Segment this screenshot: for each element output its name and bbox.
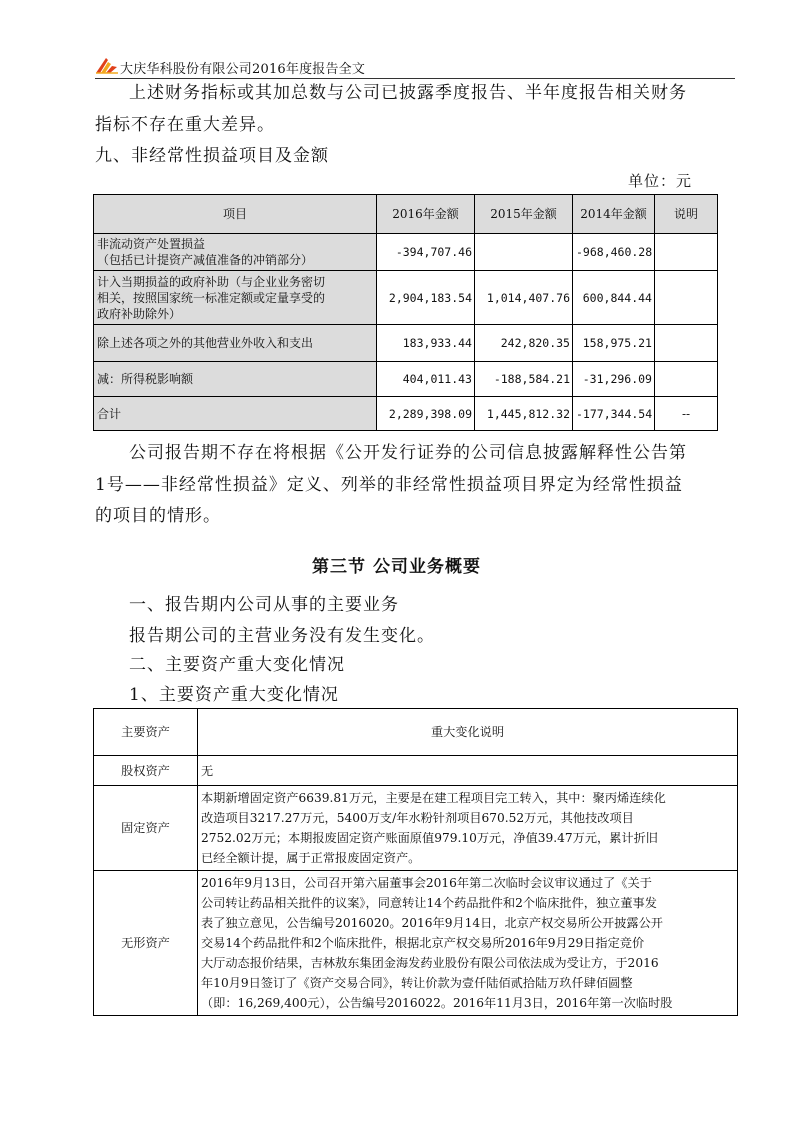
asset-label: 固定资产 bbox=[94, 786, 198, 871]
section-heading: 九、非经常性损益项目及金额 bbox=[95, 146, 329, 166]
description-line: 表了独立意见，公告编号2016020。2016年9月14日，北京产权交易所公开披露公开 bbox=[201, 916, 663, 930]
description-line: 无 bbox=[201, 763, 214, 778]
paragraph-line: 1号——非经常性损益》定义、列举的非经常性损益项目界定为经常性损益 bbox=[95, 475, 683, 495]
value-cell: -188,584.21 bbox=[475, 362, 573, 397]
header-cell: 重大变化说明 bbox=[198, 709, 738, 756]
item-text: 计入当期损益的政府补助（与企业业务密切 bbox=[97, 274, 326, 289]
asset-description bbox=[198, 786, 738, 871]
table-row bbox=[94, 271, 718, 325]
unit-label: 单位：元 bbox=[628, 172, 693, 190]
asset-description bbox=[198, 871, 738, 1016]
note-cell bbox=[655, 271, 718, 325]
description-line: （即：16,269,400元），公告编号2016022。2016年11月3日，2016年第一次临时股 bbox=[201, 996, 673, 1010]
table-row bbox=[94, 786, 738, 871]
asset-description bbox=[198, 756, 738, 786]
item-text: 非流动资产处置损益 bbox=[97, 237, 206, 251]
header-cell: 项目 bbox=[94, 195, 377, 234]
header-title: 大庆华科股份有限公司2016年度报告全文 bbox=[120, 62, 366, 77]
value-cell: -31,296.09 bbox=[573, 362, 655, 397]
paragraph-line: 指标不存在重大差异。 bbox=[95, 115, 275, 135]
note-cell bbox=[655, 362, 718, 397]
item-text: （包括已计提资产减值准备的冲销部分） bbox=[97, 253, 314, 267]
note-cell bbox=[655, 234, 718, 271]
value-cell: 2,289,398.09 bbox=[377, 397, 475, 431]
value-cell: -177,344.54 bbox=[573, 397, 655, 431]
value-cell: 600,844.44 bbox=[573, 271, 655, 325]
value-cell: -968,460.28 bbox=[573, 234, 655, 271]
value-cell: 183,933.44 bbox=[377, 325, 475, 362]
value-cell bbox=[475, 234, 573, 271]
value-cell: 404,011.43 bbox=[377, 362, 475, 397]
sub-heading: 1、主要资产重大变化情况 bbox=[129, 685, 339, 705]
description-line: 年10月9日签订了《资产交易合同》，转让价款为壹仟陆佰贰拾陆万玖仟肆佰圆整 bbox=[201, 976, 633, 990]
header-cell: 2015年金额 bbox=[475, 195, 573, 234]
description-line: 公司转让药品相关批件的议案》，同意转让14个药品批件和2个临床批件，独立董事发 bbox=[201, 896, 657, 910]
header-cell: 2014年金额 bbox=[573, 195, 655, 234]
item-text: 政府补助除外） bbox=[97, 306, 182, 321]
item-cell bbox=[94, 271, 377, 325]
table-header-row bbox=[94, 195, 718, 234]
description-line: 改造项目3217.27万元，5400万支/年水粉针剂项目670.52万元，其他技改项目 bbox=[201, 811, 634, 825]
company-logo-icon bbox=[95, 56, 119, 74]
value-cell: -394,707.46 bbox=[377, 234, 475, 271]
page-header bbox=[95, 52, 735, 79]
value-cell: 2,904,183.54 bbox=[377, 271, 475, 325]
value-cell: 242,820.35 bbox=[475, 325, 573, 362]
paragraph-line: 上述财务指标或其加总数与公司已披露季度报告、半年度报告相关财务 bbox=[129, 83, 687, 103]
header-cell: 2016年金额 bbox=[377, 195, 475, 234]
table-row bbox=[94, 362, 718, 397]
asset-label: 股权资产 bbox=[94, 756, 198, 786]
paragraph-line: 公司报告期不存在将根据《公开发行证券的公司信息披露解释性公告第 bbox=[129, 443, 687, 463]
asset-label: 无形资产 bbox=[94, 871, 198, 1016]
description-line: 2016年9月13日，公司召开第六届董事会2016年第二次临时会议审议通过了《关于 bbox=[201, 876, 652, 890]
item-cell: 减：所得税影响额 bbox=[94, 362, 377, 397]
table-row bbox=[94, 756, 738, 786]
table-row bbox=[94, 871, 738, 1016]
description-line: 交易14个药品批件和2个临床批件，根据北京产权交易所2016年9月29日指定竞价 bbox=[201, 936, 645, 950]
table-row bbox=[94, 325, 718, 362]
value-cell: 158,975.21 bbox=[573, 325, 655, 362]
note-cell: -- bbox=[655, 397, 718, 431]
item-cell: 除上述各项之外的其他营业外收入和支出 bbox=[94, 325, 377, 362]
item-cell: 合计 bbox=[94, 397, 377, 431]
asset-changes-table bbox=[93, 708, 738, 1016]
table-row bbox=[94, 397, 718, 431]
non-recurring-items-table bbox=[93, 194, 718, 431]
description-line: 大厅动态报价结果，吉林敖东集团金海发药业股份有限公司依法成为受让方，于2016 bbox=[201, 956, 659, 970]
note-cell bbox=[655, 325, 718, 362]
description-line: 2752.02万元；本期报废固定资产账面原值979.10万元，净值39.47万元，累计折旧 bbox=[201, 831, 658, 845]
value-cell: 1,445,812.32 bbox=[475, 397, 573, 431]
header-cell: 主要资产 bbox=[94, 709, 198, 756]
item-cell bbox=[94, 234, 377, 271]
paragraph-line: 报告期公司的主营业务没有发生变化。 bbox=[129, 626, 435, 646]
section-heading: 一、报告期内公司从事的主要业务 bbox=[129, 595, 399, 615]
item-text: 相关，按照国家统一标准定额或定量享受的 bbox=[97, 290, 326, 305]
value-cell: 1,014,407.76 bbox=[475, 271, 573, 325]
paragraph-line: 的项目的情形。 bbox=[95, 506, 221, 526]
description-line: 本期新增固定资产6639.81万元，主要是在建工程项目完工转入，其中：聚丙烯连续化 bbox=[201, 791, 666, 805]
section-heading: 二、主要资产重大变化情况 bbox=[129, 655, 345, 675]
table-row bbox=[94, 234, 718, 271]
description-line: 已经全额计提，属于正常报废固定资产。 bbox=[201, 851, 421, 865]
header-cell: 说明 bbox=[655, 195, 718, 234]
table-header-row bbox=[94, 709, 738, 756]
section-title: 第三节 公司业务概要 bbox=[312, 557, 481, 577]
